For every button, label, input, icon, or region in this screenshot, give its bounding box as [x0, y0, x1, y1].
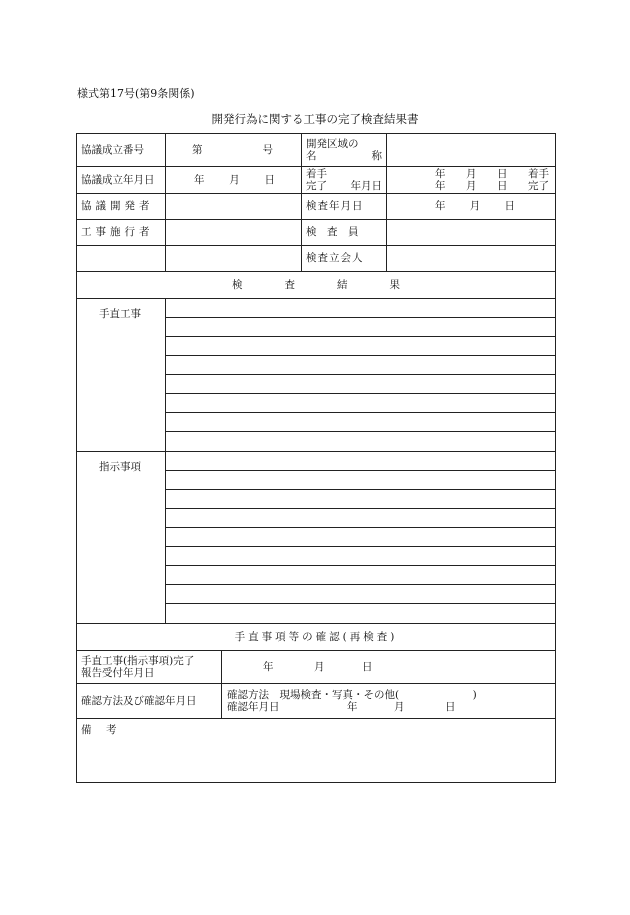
complete-label: 完了 [528, 180, 549, 192]
inspector-field[interactable] [387, 220, 555, 245]
year-label: 年 [435, 180, 446, 192]
agreement-date-field[interactable] [166, 167, 302, 193]
area-name-label-line2 [306, 150, 382, 162]
table-row [77, 719, 555, 782]
blank-field-cell[interactable] [166, 246, 302, 271]
agreement-number-field[interactable] [166, 134, 302, 166]
report-date-label [77, 651, 222, 683]
writing-line[interactable] [166, 413, 555, 432]
method-date-line [227, 701, 551, 713]
writing-line[interactable] [166, 299, 555, 318]
day-label: 日 [445, 701, 456, 713]
agreement-date-label: 協議成立年月日 [77, 167, 166, 193]
witness-label: 検査立会人 [302, 246, 387, 271]
day-label: 日 [497, 180, 508, 192]
writing-line[interactable] [166, 452, 555, 471]
report-date-label-line1: 手直工事(指示事項)完了 [81, 654, 195, 667]
year-label: 年 [194, 173, 205, 186]
month-label: 月 [469, 200, 481, 213]
table-row [77, 272, 555, 299]
writing-line[interactable] [166, 318, 555, 337]
method-text: 確認方法 現場検査・写真・その他( ) [227, 688, 477, 701]
area-name-char-1: 名 [306, 150, 317, 162]
month-label: 月 [229, 173, 240, 186]
remarks-label: 備 考 [81, 724, 119, 736]
month-label: 月 [314, 660, 325, 673]
report-date-label-line2: 報告受付年月日 [81, 667, 155, 679]
start-label: 着手 [306, 167, 327, 180]
area-name-label-line1: 開発区域の [306, 137, 359, 150]
instructions-section [77, 452, 555, 624]
day-label: 日 [497, 167, 508, 180]
method-field[interactable] [222, 684, 555, 718]
remarks-field[interactable] [77, 719, 555, 782]
instructions-label: 指示事項 [77, 452, 166, 623]
area-name-char-2: 称 [371, 150, 382, 162]
writing-line[interactable] [166, 356, 555, 375]
month-label: 月 [394, 701, 405, 713]
day-label: 日 [362, 660, 373, 673]
table-row [77, 651, 555, 684]
complete-ymd-label [306, 180, 382, 192]
year-label: 年 [347, 701, 358, 713]
method-label: 確認方法及び確認年月日 [77, 684, 222, 718]
recheck-heading: 手直事項等の確認(再検査) [234, 630, 398, 643]
document-title: 開発行為に関する工事の完了検査結果書 [211, 112, 419, 126]
area-name-field[interactable] [387, 134, 555, 166]
year-label: 年 [435, 200, 446, 213]
writing-line[interactable] [166, 490, 555, 509]
writing-line[interactable] [166, 432, 555, 451]
start-label: 着手 [528, 167, 549, 180]
year-label: 年 [263, 660, 274, 673]
area-name-label [302, 134, 387, 166]
agreement-number-prefix: 第 [192, 143, 203, 156]
month-label: 月 [466, 167, 477, 180]
writing-line[interactable] [166, 528, 555, 547]
table-row [77, 246, 555, 272]
table-row [77, 194, 555, 220]
table-row [77, 134, 555, 167]
form-number-label: 様式第17号(第9条関係) [77, 87, 195, 100]
contractor-field[interactable] [166, 220, 302, 245]
table-row [77, 167, 555, 194]
start-complete-date-label [302, 167, 387, 193]
report-date-field[interactable] [222, 651, 555, 683]
ymd-label: 年月日 [350, 180, 382, 192]
complete-label: 完了 [306, 180, 327, 192]
writing-line[interactable] [166, 375, 555, 394]
writing-line[interactable] [166, 585, 555, 604]
writing-line[interactable] [166, 394, 555, 413]
results-heading: 検 査 結 果 [232, 278, 400, 291]
developer-field[interactable] [166, 194, 302, 219]
day-label: 日 [264, 173, 275, 186]
agreement-number-label: 協議成立番号 [77, 134, 166, 166]
inspection-date-label: 検査年月日 [302, 194, 387, 219]
writing-line[interactable] [166, 547, 555, 566]
table-row [77, 684, 555, 719]
year-label: 年 [435, 167, 446, 180]
agreement-number-suffix: 号 [262, 143, 273, 156]
month-label: 月 [466, 180, 477, 192]
correction-work-lines[interactable] [166, 299, 555, 451]
writing-line[interactable] [166, 566, 555, 585]
writing-line[interactable] [166, 509, 555, 528]
blank-label-cell [77, 246, 166, 271]
writing-line[interactable] [166, 471, 555, 490]
method-date-label: 確認年月日 [227, 701, 280, 713]
start-complete-date-field[interactable] [387, 167, 555, 193]
day-label: 日 [504, 200, 515, 213]
correction-work-label: 手直工事 [77, 299, 166, 451]
witness-field[interactable] [387, 246, 555, 271]
inspection-form-table [76, 133, 556, 783]
correction-work-section [77, 299, 555, 452]
writing-line[interactable] [166, 604, 555, 623]
inspector-label: 検 査 員 [302, 220, 387, 245]
inspection-date-field[interactable] [387, 194, 555, 219]
contractor-label: 工事施行者 [77, 220, 166, 245]
complete-date-line [435, 180, 549, 192]
writing-line[interactable] [166, 337, 555, 356]
instructions-lines[interactable] [166, 452, 555, 623]
start-date-line [435, 168, 549, 180]
table-row [77, 624, 555, 651]
table-row [77, 220, 555, 246]
developer-label: 協議開発者 [77, 194, 166, 219]
